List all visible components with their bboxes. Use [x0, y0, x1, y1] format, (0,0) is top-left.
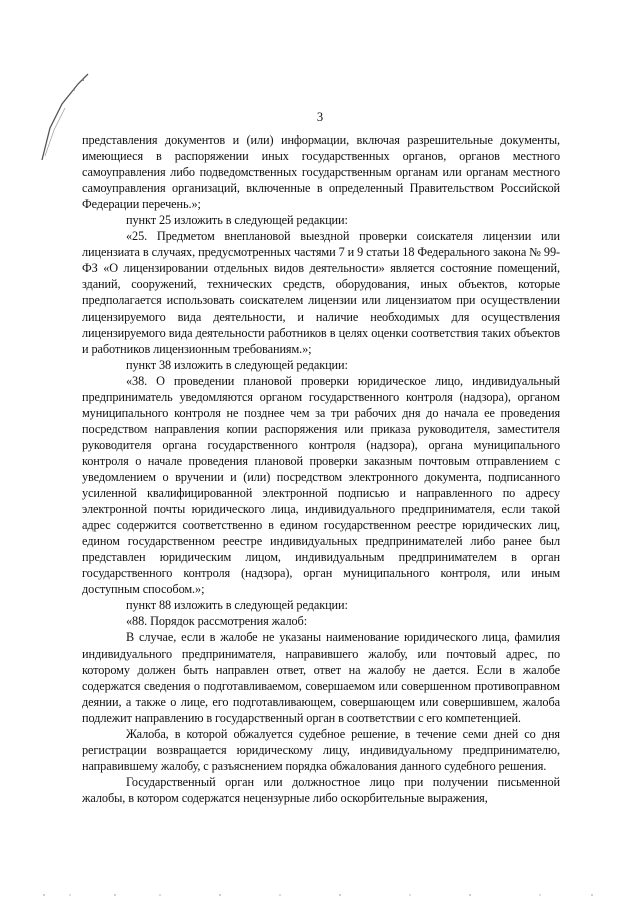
paragraph: «25. Предметом внеплановой выездной проверки соискателя лицензии или лицензиата в случаях, предусмотренных частями 7 и 9 статьи 18 Федерального закона № 99-ФЗ «О лицензировании отдельных видов деятельности» является состояние помещений, зданий, сооружений, технических средств, оборудования, иных объектов, которые предполагается использовать соискателем лицензии или лицензиатом при осуществлении лицензируемого вида деятельности, и наличие необходимых для осуществления лицензируемого вида деятельности работников в целях оценки соответствия таких объектов и работников лицензионным требованиям.»;: [82, 229, 560, 356]
paragraph: «38. О проведении плановой проверки юридическое лицо, индивидуальный предприниматель уведомляются органом государственного контроля (надзора), органом муниципального контроля не позднее чем за три рабочих дня до начала ее проведения посредством направления копии распоряжения или приказа руководителя, заместителя руководителя органа государственного контроля (надзора), органа муниципального контроля о начале проведения плановой проверки заказным почтовым отправлением с уведомлением о вручении и (или) посредством электронного документа, подписанного усиленной квалифицированной электронной подписью и направленного по адресу электронной почты юридического лица, индивидуального предпринимателя, если такой адрес содержится соответственно в едином государственном реестре юридических лиц, едином государственном реестре индивидуальных предпринимателей либо ранее был представлен юридическим лицом, индивидуальным предпринимателем в орган государственного контроля (надзора), орган муниципального контроля, или иным доступным способом.»;: [82, 373, 560, 597]
paragraph: представления документов и (или) информации, включая разрешительные документы, имеющиеся в распоряжении иных государственных органов, органов местного самоуправления либо подведомственных государственным органам или органам местного самоуправления организаций, включенные в определенный Правительством Российской Федерации перечень.»;: [82, 133, 560, 212]
paragraph: пункт 38 изложить в следующей редакции:: [126, 357, 348, 372]
scan-edge-dots: [40, 893, 600, 897]
paragraph: В случае, если в жалобе не указаны наименование юридического лица, фамилия индивидуального предпринимателя, направившего жалобу, или почтовый адрес, по которому должен быть направлен ответ, ответ на жалобу не дается. Если в жалобе содержатся сведения о подготавливаемом, совершаемом или совершенном противоправном деянии, а также о лице, его подготавливающем, совершающем или совершившем, жалоба подлежит направлению в государственный орган в соответствии с его компетенцией.: [82, 630, 560, 725]
document-body: [82, 132, 560, 806]
page-number: 3: [316, 110, 324, 124]
paragraph: пункт 25 изложить в следующей редакции:: [126, 213, 348, 228]
paragraph: Жалоба, в которой обжалуется судебное решение, в течение семи дней со дня регистрации возвращается юридическому лицу, индивидуальному предпринимателю, направившему жалобу, с разъяснением порядка обжалования данного судебного решения.: [82, 726, 560, 773]
paragraph: пункт 88 изложить в следующей редакции:: [126, 598, 348, 613]
paragraph: «88. Порядок рассмотрения жалоб:: [126, 614, 308, 629]
paragraph: Государственный орган или должностное лицо при получении письменной жалобы, в котором содержатся нецензурные либо оскорбительные выражения,: [82, 774, 560, 805]
